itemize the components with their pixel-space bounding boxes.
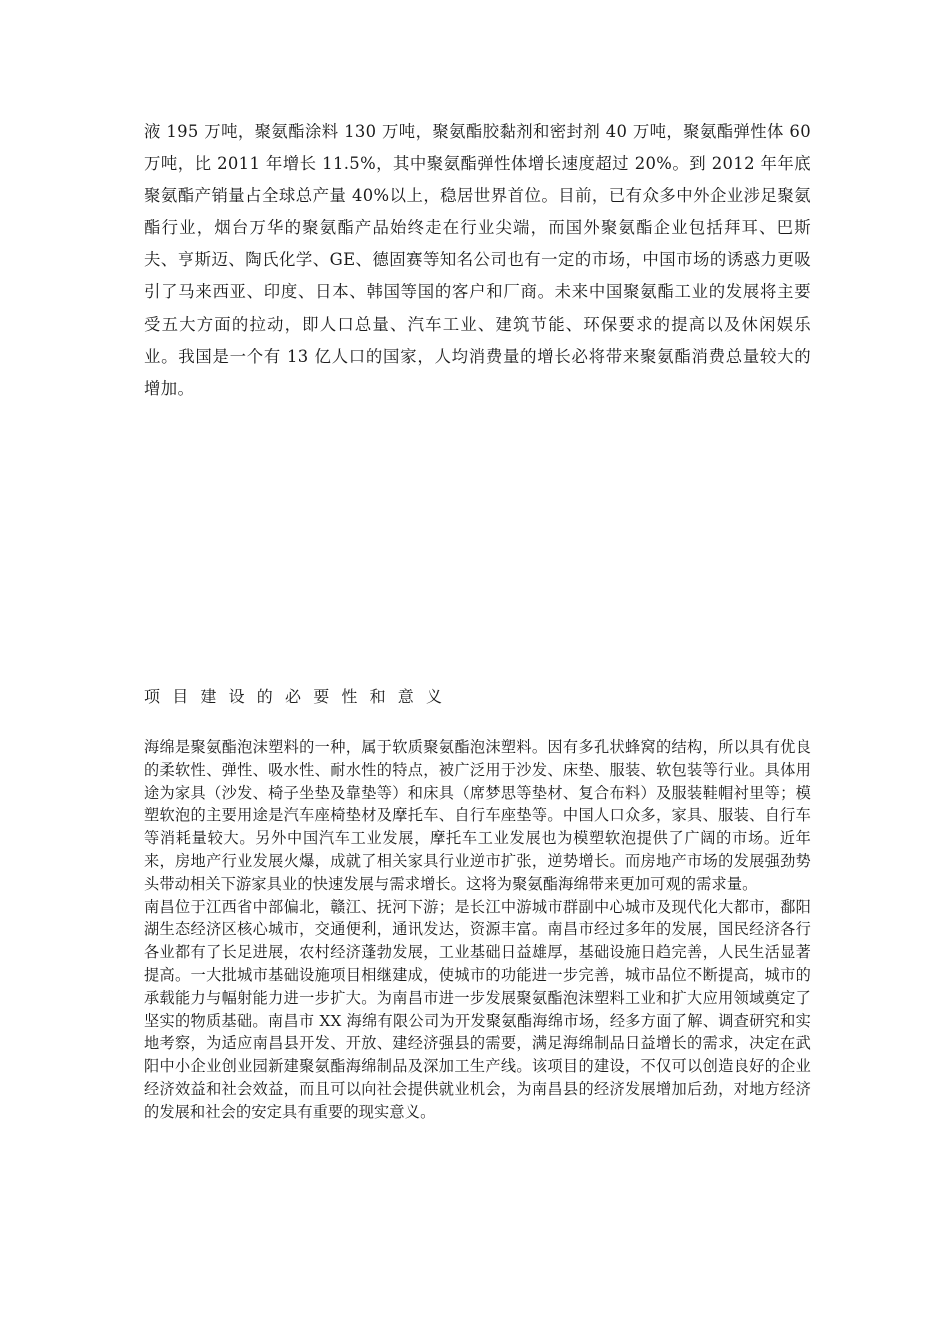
body-paragraph-sponge: 海绵是聚氨酯泡沫塑料的一种，属于软质聚氨酯泡沫塑料。因有多孔状蜂窝的结构，所以具有优良的柔软性、弹性、吸水性、耐水性的特点，被广泛用于沙发、床垫、服装、软包装等行业。具体用途为家具（沙发、椅子坐垫及靠垫等）和床具（席梦思等垫材、复合布料）及服装鞋帽衬里等；模塑软泡的主要用途是汽车座椅垫材及摩托车、自行车座垫等。中国人口众多，家具、服装、自行车等消耗量较大。另外中国汽车工业发展，摩托车工业发展也为模塑软泡提供了广阔的市场。近年来，房地产行业发展火爆，成就了相关家具行业逆市扩张，逆势增长。而房地产市场的发展强劲势头带动相关下游家具业的快速发展与需求增长。这将为聚氨酯海绵带来更加可观的需求量。 [144, 738, 811, 893]
section-heading: 项目建设的必要性和意义 [144, 687, 455, 706]
body-paragraph-nanchang: 南昌位于江西省中部偏北，赣江、抚河下游；是长江中游城市群副中心城市及现代化大都市，鄱阳湖生态经济区核心城市，交通便利，通讯发达，资源丰富。南昌市经过多年的发展，国民经济各行各业都有了长足进展，农村经济蓬勃发展，工业基础日益雄厚，基础设施日趋完善，人民生活显著提高。一大批城市基础设施项目相继建成，使城市的功能进一步完善，城市品位不断提高，城市的承载能力与幅射能力进一步扩大。为南昌市进一步发展聚氨酯泡沫塑料工业和扩大应用领域奠定了坚实的物质基础。南昌市 XX 海绵有限公司为开发聚氨酯海绵市场，经多方面了解、调查研究和实地考察，为适应南昌县开发、开放、建经济强县的需要，满足海绵制品日益增长的需求，决定在武阳中小企业创业园新建聚氨酯海绵制品及深加工生产线。该项目的建设，不仅可以创造良好的企业经济效益和社会效益，而且可以向社会提供就业机会，为南昌县的经济发展增加后劲，对地方经济的发展和社会的安定具有重要的现实意义。 [144, 897, 811, 1121]
section-body [144, 736, 811, 1124]
intro-paragraph: 液 195 万吨，聚氨酯涂料 130 万吨，聚氨酯胶黏剂和密封剂 40 万吨，聚氨酯弹性体 60 万吨，比 2011 年增长 11.5%，其中聚氨酯弹性体增长速度超过 20%。到 2012 年年底聚氨酯产销量占全球总产量 40%以上，稳居世界首位。目前，已有众多中外企业涉足聚氨酯行业，烟台万华的聚氨酯产品始终走在行业尖端，而国外聚氨酯企业包括拜耳、巴斯夫、亨斯迈、陶氏化学、GE、德固赛等知名公司也有一定的市场，中国市场的诱惑力更吸引了马来西亚、印度、日本、韩国等国的客户和厂商。未来中国聚氨酯工业的发展将主要受五大方面的拉动，即人口总量、汽车工业、建筑节能、环保要求的提高以及休闲娱乐业。我国是一个有 13 亿人口的国家，人均消费量的增长必将带来聚氨酯消费总量较大的增加。 [144, 122, 811, 398]
